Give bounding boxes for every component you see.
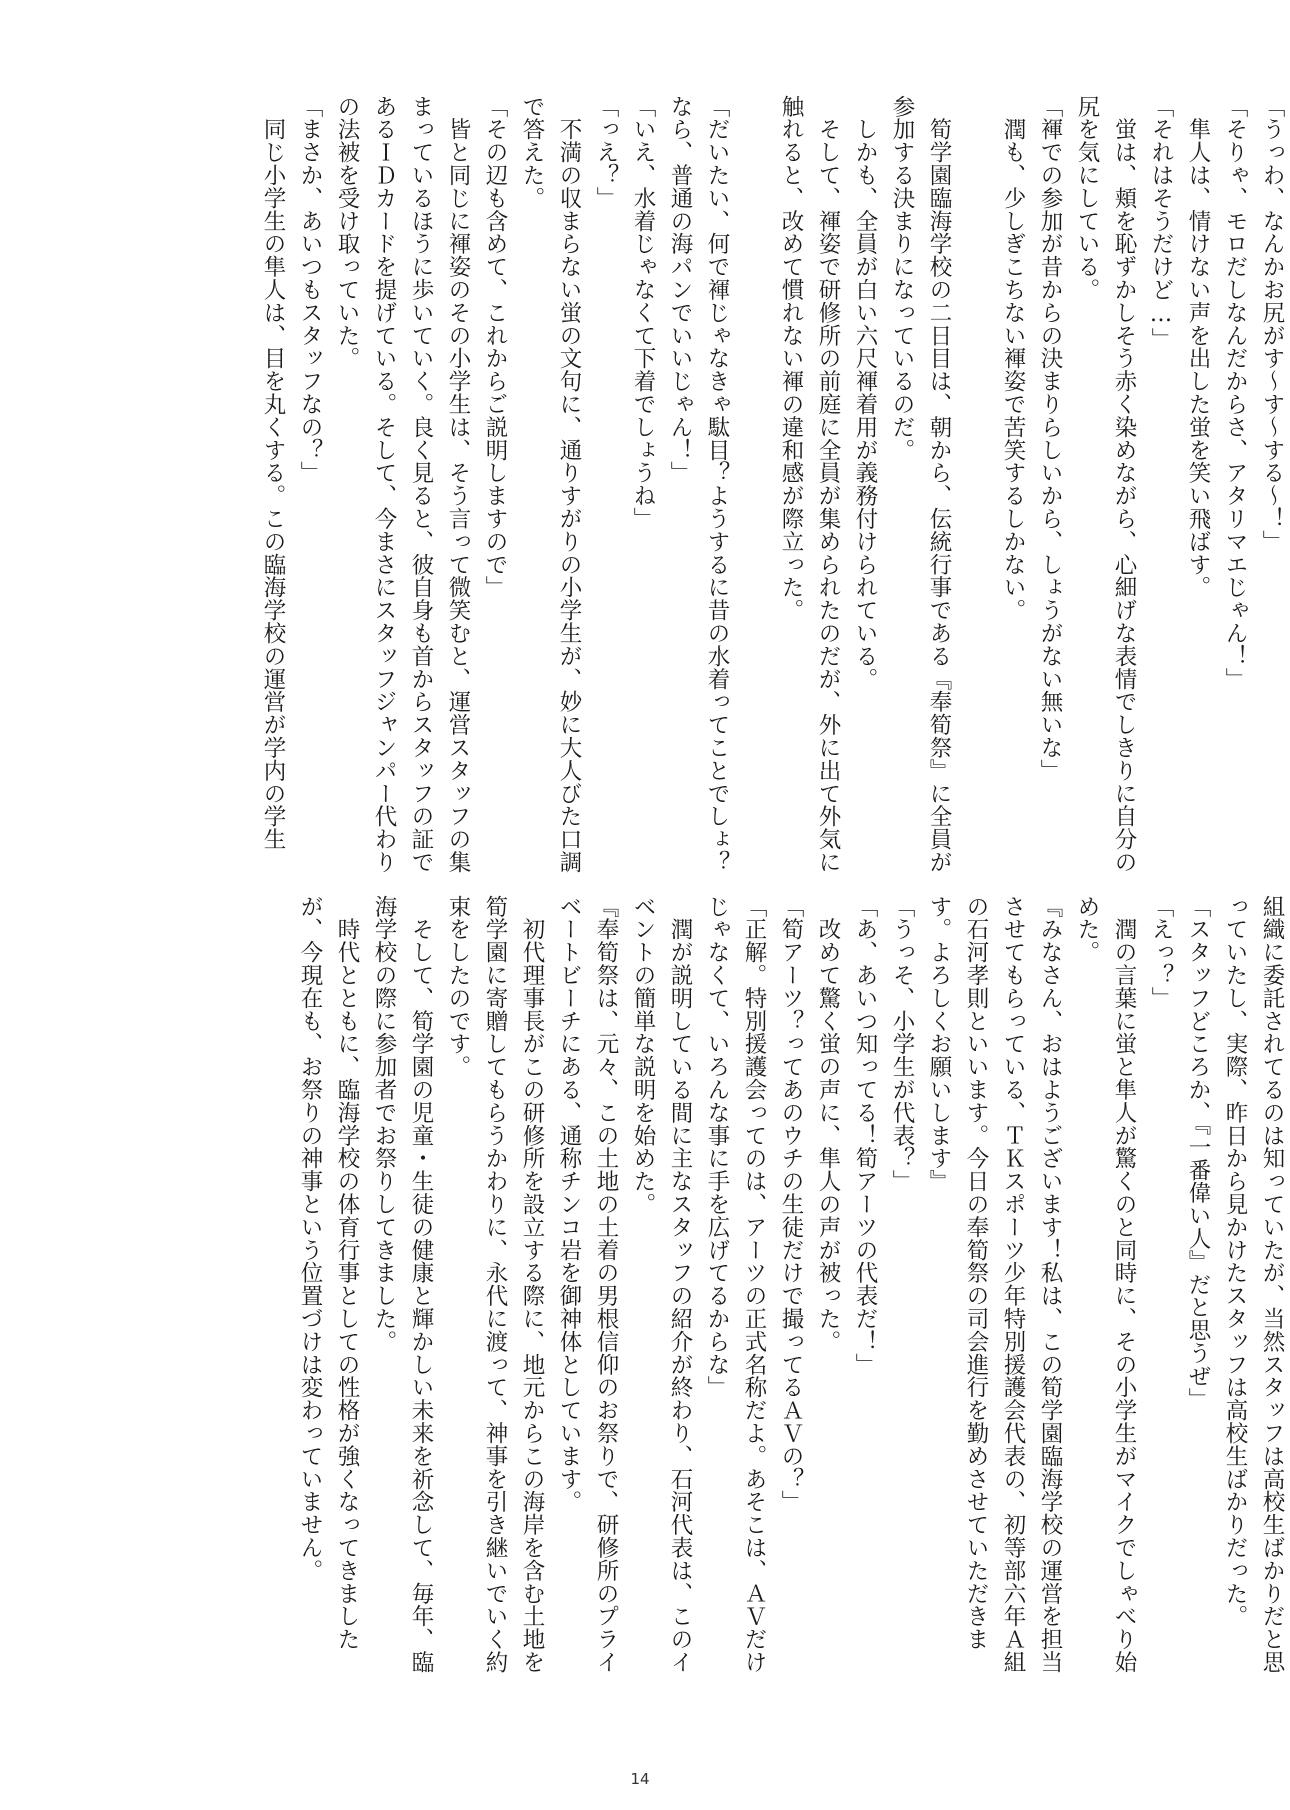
paragraph-gap [957,95,994,837]
text-line: 筍学園臨海学校の二日目は、朝から、伝統行事である『奉筍祭』に全員が [926,95,952,874]
text-line: 「そりゃ、モロだしなんだからさ、アタリマエじゃん！」 [1222,95,1248,691]
text-line: 「それはそうだけど…」 [1148,95,1174,351]
text-line: 「いえ、水着じゃなくて下着でしょうね」 [630,95,656,531]
text-line: ベントの簡単な説明を始めた。 [630,895,656,1216]
text-line: 『奉筍祭は、元々、この土地の土着の男根信仰のお祭りで、研修所のプライ [593,895,619,1674]
text-line: 参加する決まりになっているのだ。 [889,95,915,462]
text-line: 時代とともに、臨海学校の体育行事としての性格が強くなってきました [334,895,360,1651]
text-line: の法被を受け取っていた。 [334,95,360,370]
text-line: 海学校の際に参加者でお祭りしてきました。 [371,895,397,1353]
text-line: 「まさか、あいつもスタッフなの？」 [297,95,323,485]
text-line: あるＩＤカードを提げている。そして、今まさにスタッフジャンパー代わり [371,95,397,874]
text-line: まっているほうに歩いていく。良く見ると、彼自身も首からスタッフの証で [408,95,434,874]
text-line: めた。 [1074,895,1100,964]
text-line: す。よろしくお願いします』 [926,895,952,1193]
text-line: 『みなさん、おはようございます！私は、この筍学園臨海学校の運営を担当 [1037,895,1063,1674]
text-line: ベートビーチにある、通称チンコ岩を御神体としています。 [556,895,582,1514]
text-line: 筍学園に寄贈してもらうかわりに、永代に渡って、神事を引き継いでいく約 [482,895,508,1674]
text-line: の石河孝則といいます。今日の奉筍祭の司会進行を勤めさせていただきま [963,895,989,1651]
text-line: 触れると、改めて慣れない褌の違和感が際立った。 [778,95,804,622]
text-line: 「その辺も含めて、これからご説明しますので」 [482,95,508,599]
text-line: 「筍アーツ？ってあのウチの生徒だけで撮ってるＡＶの？」 [778,895,804,1514]
text-line: 潤が説明している間に主なスタッフの紹介が終わり、石河代表は、このイ [667,895,693,1674]
text-line: で答えた。 [519,95,545,210]
text-block-top [180,95,1290,874]
text-line: 改めて驚く蛍の声に、隼人の声が被った。 [815,895,841,1353]
text-line: っていたし、実際、昨日から見かけたスタッフは高校生ばかりだった。 [1222,895,1248,1628]
text-line: が、今現在も、お祭りの神事という位置づけは変わっていません。 [297,895,323,1582]
text-line: 「あ、あいつ知ってる！筍アーツの代表だ！」 [852,895,878,1376]
text-line: させてもらっている、ＴＫスポーツ少年特別援護会代表の、初等部六年Ａ組 [1000,895,1026,1674]
text-line: 潤の言葉に蛍と隼人が驚くのと同時に、その小学生がマイクでしゃべり始 [1111,895,1137,1674]
paragraph-gap [735,95,772,837]
text-line: 「スタッフどころか、『一番偉い人』だと思うぜ」 [1185,895,1211,1411]
text-block-bottom [185,895,1290,1674]
text-line: 隼人は、情けない声を出した蛍を笑い飛ばす。 [1185,95,1211,599]
text-line: 「正解。特別援護会ってのは、アーツの正式名称だよ。あそこは、ＡＶだけ [741,895,767,1674]
text-line: 「っえ？」 [593,95,619,210]
text-line: そして、筍学園の児童・生徒の健康と輝かしい未来を祈念して、毎年、臨 [408,895,434,1674]
text-line: 尻を気にしている。 [1074,95,1100,302]
text-line: 組織に委託されてるのは知っていたが、当然スタッフは高校生ばかりだと思 [1259,895,1285,1674]
text-line: 潤も、少しぎこちない褌姿で苦笑するしかない。 [1000,95,1026,622]
text-line: 同じ小学生の隼人は、目を丸くする。この臨海学校の運営が学内の学生 [260,95,286,851]
page-number: 14 [630,1770,650,1788]
text-line: なら、普通の海パンでいいじゃん！」 [667,95,693,485]
text-line: 「えっ？」 [1148,895,1174,1010]
text-line: じゃなくて、いろんな事に手を広げてるからな」 [704,895,730,1399]
text-line: そして、褌姿で研修所の前庭に全員が集められたのだが、外に出て外気に [815,95,841,874]
text-line: 「うっわ、なんかお尻がす〜す〜する〜！」 [1259,95,1285,553]
text-line: 不満の収まらない蛍の文句に、通りすがりの小学生が、妙に大人びた口調 [556,95,582,874]
text-line: 「うっそ、小学生が代表？」 [889,895,915,1193]
text-line: しかも、全員が白い六尺褌着用が義務付けられている。 [852,95,878,691]
text-line: 「褌での参加が昔からの決まりらしいから、しょうがない無いな」 [1037,95,1063,782]
text-line: 束をしたのです。 [445,895,471,1079]
text-line: 「だいたい、何で褌じゃなきゃ駄目？ようするに昔の水着ってことでしょ？ [704,95,730,874]
text-line: 初代理事長がこの研修所を設立する際に、地元からこの海岸を含む土地を [519,895,545,1674]
text-line: 蛍は、頬を恥ずかしそう赤く染めながら、心細げな表情でしきりに自分の [1111,95,1137,874]
text-line: 皆と同じに褌姿のその小学生は、そう言って微笑むと、運営スタッフの集 [445,95,471,874]
